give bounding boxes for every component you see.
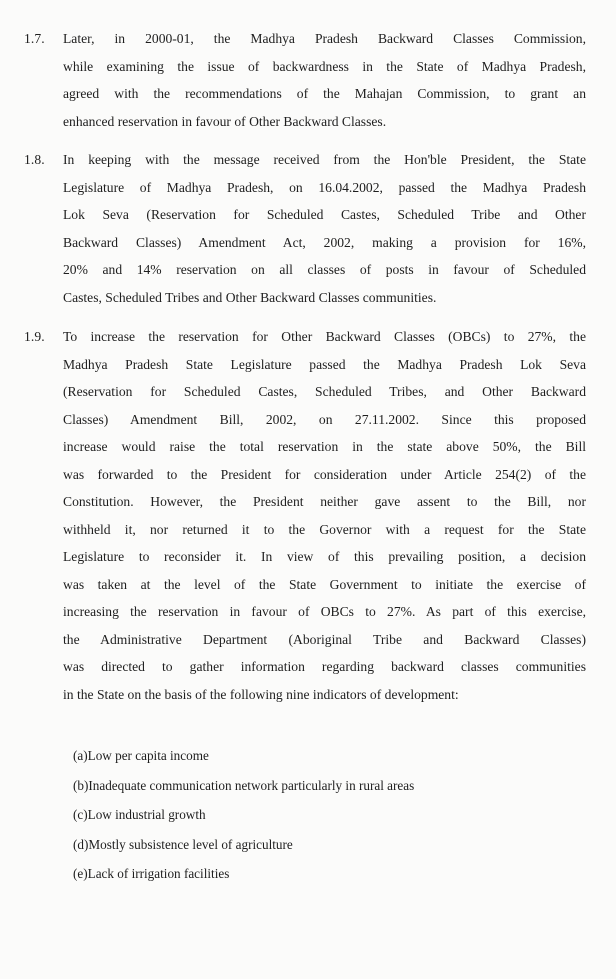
- paragraph-line: Madhya Pradesh State Legislature passed the Madhya Pradesh Lok Seva: [63, 356, 586, 372]
- list-item: (d)Mostly subsistence level of agriculture: [73, 836, 293, 852]
- paragraph-line: in the State on the basis of the following nine indicators of development:: [63, 686, 459, 702]
- paragraph-line: In keeping with the message received from the Hon'ble President, the State: [63, 152, 586, 167]
- paragraph-line: increase would raise the total reservation in the state above 50%, the Bill: [63, 439, 586, 454]
- paragraph-line: Constitution. However, the President neither gave assent to the Bill, nor: [63, 494, 586, 509]
- paragraph-line: 20% and 14% reservation on all classes of posts in favour of Scheduled: [63, 262, 586, 277]
- paragraph-number: 1.7.: [24, 31, 45, 46]
- list-item: (e)Lack of irrigation facilities: [73, 866, 230, 881]
- paragraph-number: 1.8.: [24, 152, 45, 167]
- paragraph-line: Backward Classes) Amendment Act, 2002, making a provision for 16%,: [63, 234, 586, 250]
- paragraph-line: was taken at the level of the State Government to initiate the exercise of: [63, 576, 586, 592]
- list-item: (c)Low industrial growth: [73, 807, 206, 822]
- paragraph-line: agreed with the recommendations of the Mahajan Commission, to grant an: [63, 86, 586, 101]
- paragraph-line: withheld it, nor returned it to the Governor with a request for the State: [63, 521, 586, 537]
- paragraph-line: while examining the issue of backwardness in the State of Madhya Pradesh,: [63, 58, 586, 74]
- paragraph-line: (Reservation for Scheduled Castes, Scheduled Tribes, and Other Backward: [63, 384, 586, 399]
- list-item: (b)Inadequate communication network particularly in rural areas: [73, 777, 415, 793]
- paragraph-line: the Administrative Department (Aboriginal Tribe and Backward Classes): [63, 631, 586, 647]
- paragraph-line: Castes, Scheduled Tribes and Other Backward Classes communities.: [63, 289, 437, 305]
- paragraph-number: 1.9.: [24, 329, 45, 344]
- paragraph-line: Legislature to reconsider it. In view of this prevailing position, a decision: [63, 549, 586, 564]
- paragraph-line: Legislature of Madhya Pradesh, on 16.04.2002, passed the Madhya Pradesh: [63, 179, 586, 195]
- paragraph-line: increasing the reservation in favour of OBCs to 27%. As part of this exercise,: [63, 604, 586, 619]
- paragraph-line: was directed to gather information regarding backward classes communities: [63, 659, 586, 674]
- paragraph-line: Classes) Amendment Bill, 2002, on 27.11.2002. Since this proposed: [63, 411, 586, 427]
- paragraph-line: enhanced reservation in favour of Other Backward Classes.: [63, 113, 387, 129]
- paragraph-line: Later, in 2000-01, the Madhya Pradesh Backward Classes Commission,: [63, 31, 586, 46]
- paragraph-line: To increase the reservation for Other Backward Classes (OBCs) to 27%, the: [63, 329, 586, 344]
- paragraph-line: was forwarded to the President for consideration under Article 254(2) of the: [63, 466, 586, 482]
- list-item: (a)Low per capita income: [73, 748, 209, 763]
- paragraph-line: Lok Seva (Reservation for Scheduled Castes, Scheduled Tribe and Other: [63, 207, 586, 222]
